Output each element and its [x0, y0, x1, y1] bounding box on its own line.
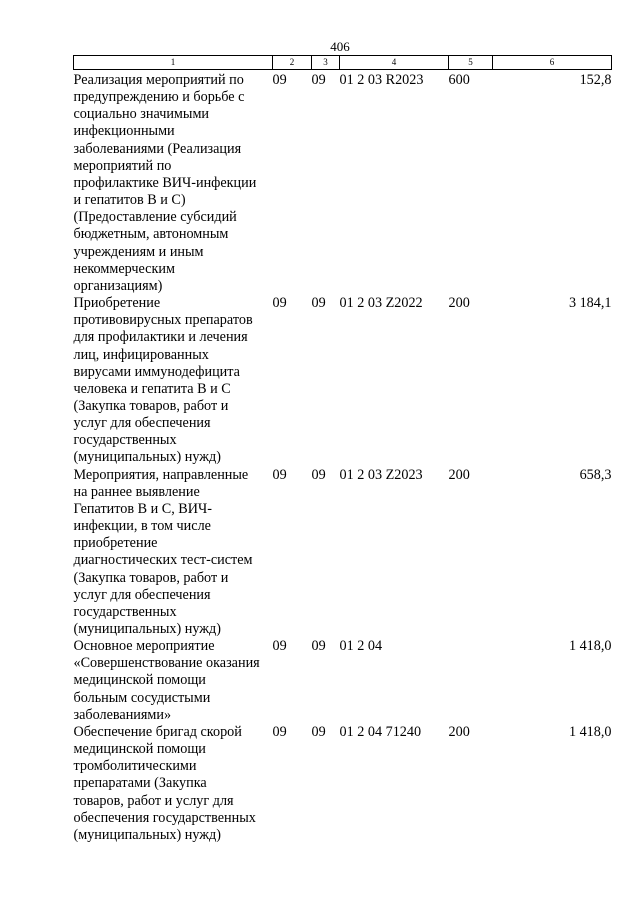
expense-type-cell: 200	[448, 723, 470, 740]
row-name-line: бюджетным, автономным	[73, 226, 229, 243]
row-name-line: заболеваниями (Реализация	[73, 140, 242, 157]
row-name-line: противовирусных препаратов	[73, 312, 253, 329]
row-name-line: (муниципальных) нужд)	[73, 826, 221, 843]
row-name-line: диагностических тест-систем	[73, 552, 253, 569]
row-name-line: государственных	[73, 432, 177, 449]
row-name-line: (Закупка товаров, работ и	[73, 397, 229, 414]
row-name-line: социально значимыми	[73, 106, 210, 123]
target-article-cell: 01 2 03 R2023	[339, 72, 424, 88]
column-header-3: 3	[312, 56, 340, 70]
row-name-line: человека и гепатита B и C	[73, 380, 231, 397]
row-name-line: Реализация мероприятий по	[73, 72, 244, 88]
row-name-line: государственных	[73, 603, 177, 620]
row-name-cell	[74, 724, 273, 844]
section-code-cell: 09	[272, 466, 287, 483]
row-name-line: услуг для обеспечения	[73, 415, 211, 432]
row-name-line: предупреждению и борьбе с	[73, 89, 245, 106]
row-name-cell	[74, 295, 273, 467]
row-name-line: организациям)	[73, 277, 163, 294]
table-row	[74, 467, 612, 639]
subsection-code-cell: 09	[311, 723, 326, 740]
amount-cell: 1 418,0	[568, 723, 612, 740]
row-name-line: Основное мероприятие	[73, 638, 215, 655]
row-name-line: заболеваниями»	[73, 706, 172, 723]
row-name-line: мероприятий по	[73, 157, 172, 174]
row-name-line: медицинской помощи	[73, 741, 206, 758]
table-row	[74, 724, 612, 844]
row-name-cell	[74, 467, 273, 639]
target-article-cell: 01 2 04 71240	[339, 723, 422, 740]
table-header-row	[74, 56, 612, 70]
target-article-cell: 01 2 03 Z2022	[339, 295, 423, 312]
budget-table	[73, 55, 612, 844]
subsection-code-cell: 09	[311, 72, 326, 88]
expense-type-cell: 600	[448, 72, 470, 88]
row-name-line: «Совершенствование оказания	[73, 655, 260, 672]
row-name-line: профилактике ВИЧ-инфекции	[73, 174, 257, 191]
page-number: 406	[330, 39, 350, 54]
expense-type-cell	[449, 638, 493, 724]
row-name-line: учреждениям и иным	[73, 243, 204, 260]
amount-cell: 658,3	[579, 466, 612, 483]
row-name-line: инфекционными	[73, 123, 175, 140]
column-header-5: 5	[449, 56, 493, 70]
row-name-line: на раннее выявление	[73, 483, 200, 500]
column-header-1: 1	[74, 56, 273, 70]
row-name-line: Обеспечение бригад скорой	[73, 723, 242, 740]
section-code-cell: 09	[272, 295, 287, 312]
row-name-line: Гепатитов B и C, ВИЧ-	[73, 500, 212, 517]
section-code-cell: 09	[272, 723, 287, 740]
row-name-line: препаратами (Закупка	[73, 775, 207, 792]
row-name-line: товаров, работ и услуг для	[73, 792, 234, 809]
section-code-cell: 09	[272, 638, 287, 655]
subsection-code-cell: 09	[311, 295, 326, 312]
row-name-line: (муниципальных) нужд)	[73, 621, 221, 637]
row-name-line: некоммерческим	[73, 260, 175, 277]
row-name-line: (Закупка товаров, работ и	[73, 569, 229, 586]
row-name-cell	[74, 638, 273, 724]
row-name-line: тромболитическими	[73, 758, 197, 775]
row-name-line: приобретение	[73, 535, 158, 552]
amount-cell: 1 418,0	[568, 638, 612, 655]
table-row	[74, 295, 612, 467]
table-row	[74, 638, 612, 724]
expense-type-cell: 200	[448, 295, 470, 312]
row-name-line: обеспечения государственных	[73, 809, 256, 826]
column-header-2: 2	[273, 56, 312, 70]
table-row	[74, 70, 612, 296]
row-name-cell	[74, 70, 273, 296]
target-article-cell: 01 2 03 Z2023	[339, 466, 423, 483]
column-header-4: 4	[340, 56, 449, 70]
row-name-line: для профилактики и лечения	[73, 329, 248, 346]
row-name-line: вирусами иммунодефицита	[73, 363, 240, 380]
column-header-6: 6	[493, 56, 612, 70]
row-name-line: медицинской помощи	[73, 672, 206, 689]
subsection-code-cell: 09	[311, 466, 326, 483]
row-name-line: услуг для обеспечения	[73, 586, 211, 603]
row-name-line: лиц, инфицированных	[73, 346, 209, 363]
amount-cell: 152,8	[579, 72, 612, 88]
row-name-line: и гепатитов B и C)	[73, 192, 186, 209]
amount-cell: 3 184,1	[568, 295, 612, 312]
row-name-line: (муниципальных) нужд)	[73, 449, 221, 466]
row-name-line: Приобретение	[73, 295, 161, 312]
target-article-cell: 01 2 04	[339, 638, 383, 655]
row-name-line: больным сосудистыми	[73, 689, 211, 706]
expense-type-cell: 200	[448, 466, 470, 483]
row-name-line: (Предоставление субсидий	[73, 209, 237, 226]
row-name-line: инфекции, в том числе	[73, 518, 211, 535]
section-code-cell: 09	[272, 72, 287, 88]
row-name-line: Мероприятия, направленные	[73, 466, 249, 483]
subsection-code-cell: 09	[311, 638, 326, 655]
